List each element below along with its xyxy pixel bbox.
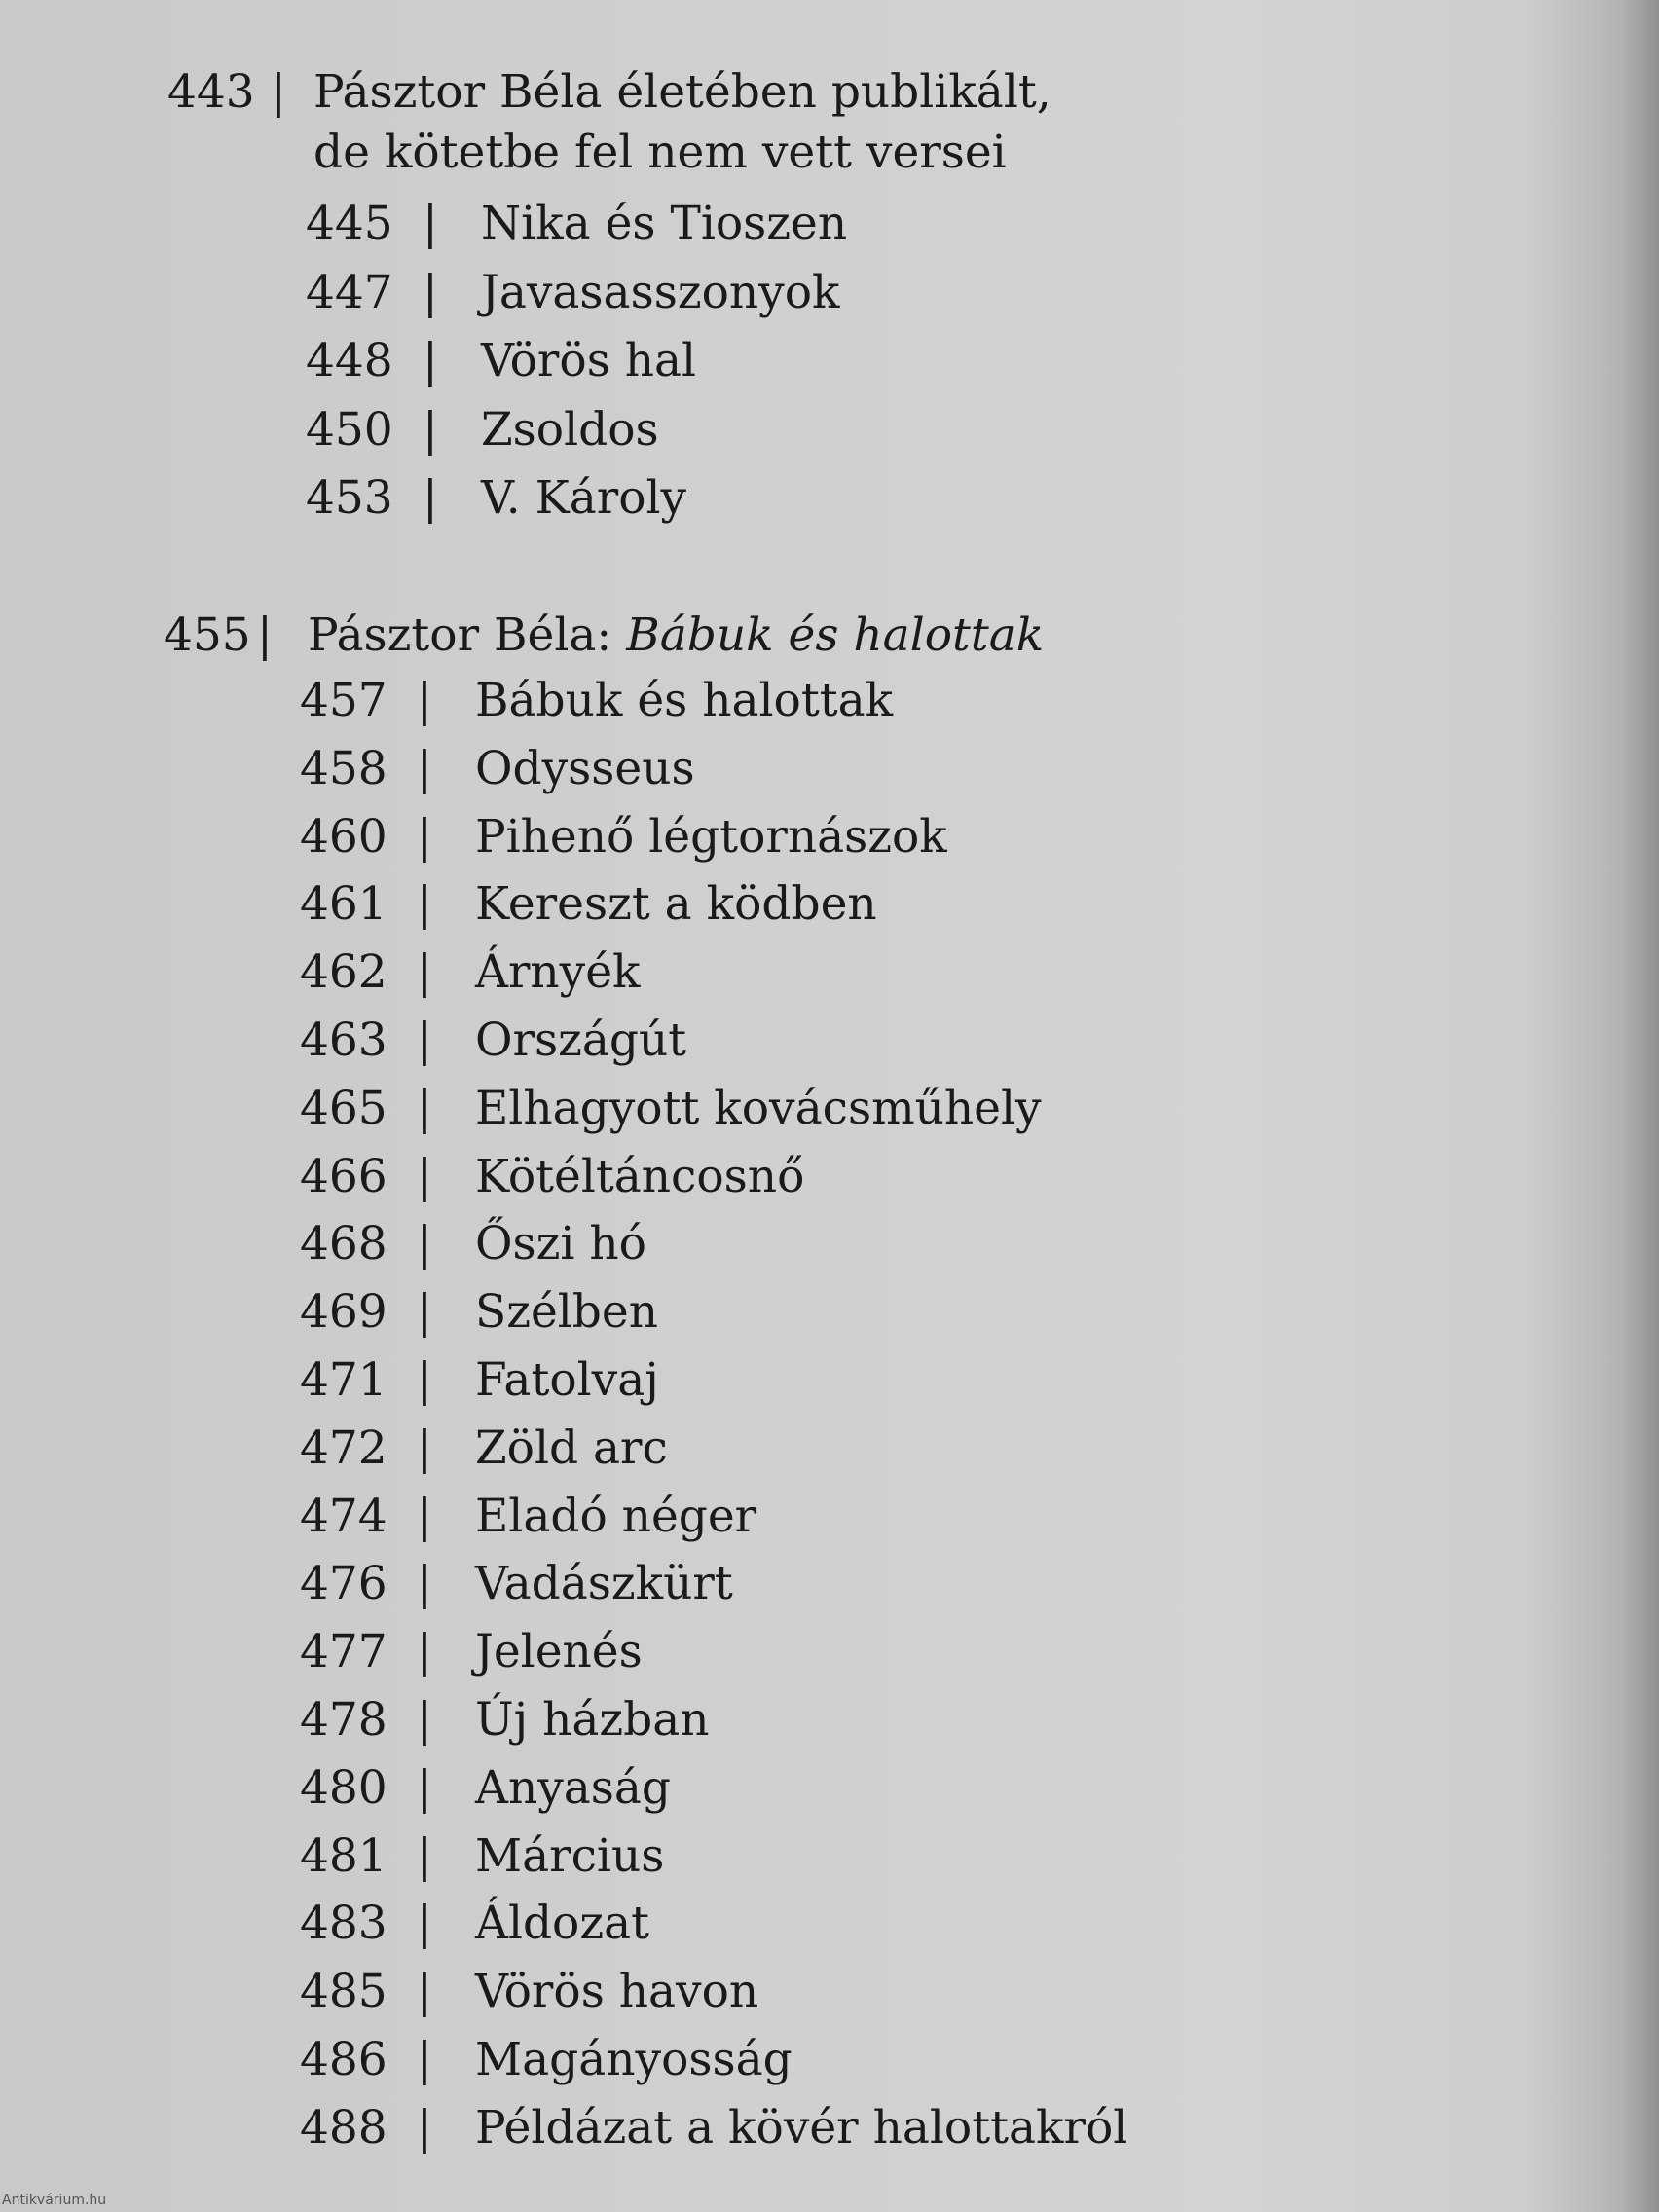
toc-entry bbox=[300, 1283, 1273, 1342]
entry-title: Bábuk és halottak bbox=[475, 674, 894, 727]
section-page-number: 455 bbox=[164, 608, 251, 662]
entry-title: Vadászkürt bbox=[475, 1557, 733, 1611]
toc-entry bbox=[300, 808, 1273, 866]
toc-entry bbox=[300, 1691, 1273, 1750]
entry-title: Áldozat bbox=[475, 1897, 650, 1951]
section-title-prefix: Pásztor Béla: bbox=[308, 608, 627, 662]
entry-page-number: 476 bbox=[300, 1557, 387, 1611]
entry-separator: | bbox=[417, 1149, 432, 1203]
entry-separator: | bbox=[417, 1625, 432, 1679]
entry-page-number: 474 bbox=[300, 1489, 387, 1543]
entry-title: Őszi hó bbox=[475, 1217, 646, 1272]
toc-entry bbox=[300, 875, 1273, 934]
entry-separator: | bbox=[423, 197, 438, 250]
entry-separator: | bbox=[417, 1897, 432, 1951]
toc-entry bbox=[300, 672, 1273, 730]
entry-title: Zöld arc bbox=[475, 1420, 668, 1475]
toc-entry bbox=[300, 1555, 1273, 1613]
entry-page-number: 445 bbox=[306, 197, 393, 250]
toc-entry bbox=[306, 469, 1279, 528]
entry-title: Elhagyott kovácsműhely bbox=[475, 1081, 1042, 1135]
entry-page-number: 468 bbox=[300, 1217, 387, 1272]
entry-separator: | bbox=[417, 1557, 432, 1611]
entry-separator: | bbox=[417, 1285, 432, 1340]
entry-title: Javasasszonyok bbox=[481, 265, 840, 319]
entry-page-number: 471 bbox=[300, 1353, 387, 1407]
entry-separator: | bbox=[417, 1828, 432, 1883]
entry-separator: | bbox=[417, 2100, 432, 2155]
entry-title: Kereszt a ködben bbox=[475, 877, 877, 932]
entry-page-number: 481 bbox=[300, 1828, 387, 1883]
entry-page-number: 485 bbox=[300, 1965, 387, 2019]
entry-separator: | bbox=[417, 1081, 432, 1135]
entry-page-number: 447 bbox=[306, 265, 393, 319]
toc-entry bbox=[300, 1623, 1273, 1681]
entry-separator: | bbox=[423, 265, 438, 319]
toc-entry bbox=[300, 1419, 1273, 1478]
section-title-line-1: Pásztor Béla életében publikált, bbox=[313, 65, 1051, 119]
toc-entry bbox=[300, 2031, 1273, 2089]
entry-separator: | bbox=[423, 334, 438, 387]
entry-page-number: 463 bbox=[300, 1014, 387, 1067]
entry-title: Zsoldos bbox=[481, 402, 659, 457]
entry-separator: | bbox=[417, 945, 432, 1000]
section-heading-2 bbox=[164, 604, 1137, 672]
toc-entry bbox=[306, 401, 1279, 460]
section-title-italic: Bábuk és halottak bbox=[626, 608, 1045, 662]
entry-separator: | bbox=[417, 674, 432, 727]
section-page-number: 443 bbox=[167, 65, 255, 119]
entry-page-number: 457 bbox=[300, 674, 387, 727]
entry-title: Kötéltáncosnő bbox=[475, 1149, 805, 1203]
entry-page-number: 458 bbox=[300, 741, 387, 795]
entry-page-number: 461 bbox=[300, 877, 387, 932]
entry-separator: | bbox=[417, 809, 432, 864]
entry-title: Nika és Tioszen bbox=[481, 197, 848, 250]
toc-entry bbox=[300, 1012, 1273, 1070]
toc-entry bbox=[300, 740, 1273, 798]
entry-separator: | bbox=[417, 1014, 432, 1067]
entry-title: Példázat a kövér halottakról bbox=[475, 2100, 1128, 2155]
entry-page-number: 483 bbox=[300, 1897, 387, 1951]
entry-separator: | bbox=[417, 1965, 432, 2019]
entry-page-number: 460 bbox=[300, 809, 387, 864]
entry-page-number: 450 bbox=[306, 402, 393, 457]
entry-title: Pihenő légtornászok bbox=[475, 809, 947, 864]
toc-entry bbox=[300, 1895, 1273, 1953]
entry-title: Fatolvaj bbox=[475, 1353, 659, 1407]
entry-separator: | bbox=[417, 1353, 432, 1407]
toc-entry bbox=[300, 1488, 1273, 1546]
section-separator: | bbox=[257, 608, 273, 662]
toc-entry bbox=[306, 195, 1279, 253]
toc-entry bbox=[300, 1148, 1273, 1206]
entry-title: Magányosság bbox=[475, 2033, 793, 2086]
toc-entry bbox=[306, 332, 1279, 390]
entry-title: Vörös havon bbox=[475, 1965, 759, 2019]
entry-title: Országút bbox=[475, 1014, 687, 1067]
entry-page-number: 448 bbox=[306, 334, 393, 387]
watermark: Antikvárium.hu bbox=[2, 2193, 107, 2208]
entry-title: Jelenés bbox=[475, 1625, 643, 1679]
entry-page-number: 477 bbox=[300, 1625, 387, 1679]
entry-title: Március bbox=[475, 1828, 665, 1883]
entry-page-number: 486 bbox=[300, 2033, 387, 2086]
toc-entry bbox=[300, 1080, 1273, 1138]
entry-title: Árnyék bbox=[475, 945, 641, 1000]
entry-title: Odysseus bbox=[475, 741, 695, 795]
entry-title: Szélben bbox=[475, 1285, 658, 1340]
entry-page-number: 488 bbox=[300, 2100, 387, 2155]
section-title bbox=[308, 604, 1044, 668]
entry-title: Vörös hal bbox=[481, 334, 697, 387]
toc-entry bbox=[300, 1215, 1273, 1273]
entry-separator: | bbox=[417, 1217, 432, 1272]
entry-separator: | bbox=[417, 877, 432, 932]
toc-entry bbox=[300, 1351, 1273, 1410]
section-title-line-2: de kötetbe fel nem vett versei bbox=[313, 126, 1007, 179]
toc-entry bbox=[300, 1827, 1273, 1886]
entry-separator: | bbox=[417, 1489, 432, 1543]
toc-entry bbox=[300, 1759, 1273, 1818]
toc-entry bbox=[300, 1963, 1273, 2021]
entry-separator: | bbox=[417, 1420, 432, 1475]
entry-page-number: 480 bbox=[300, 1760, 387, 1815]
entry-separator: | bbox=[423, 471, 438, 525]
entry-page-number: 472 bbox=[300, 1420, 387, 1475]
entry-page-number: 462 bbox=[300, 945, 387, 1000]
entry-title: Eladó néger bbox=[475, 1489, 757, 1543]
entry-page-number: 469 bbox=[300, 1285, 387, 1340]
page-gutter-shadow bbox=[1620, 0, 1659, 2212]
section-separator: | bbox=[271, 65, 286, 119]
entry-page-number: 453 bbox=[306, 471, 393, 525]
entry-title: Új házban bbox=[475, 1693, 710, 1747]
entry-separator: | bbox=[417, 1693, 432, 1747]
entry-separator: | bbox=[423, 402, 438, 457]
toc-entry bbox=[300, 2099, 1273, 2157]
entry-page-number: 465 bbox=[300, 1081, 387, 1135]
entry-page-number: 466 bbox=[300, 1149, 387, 1203]
toc-entry bbox=[306, 264, 1279, 322]
entry-separator: | bbox=[417, 2033, 432, 2086]
entry-title: Anyaság bbox=[475, 1760, 672, 1815]
entry-separator: | bbox=[417, 1760, 432, 1815]
entry-page-number: 478 bbox=[300, 1693, 387, 1747]
toc-entry bbox=[300, 943, 1273, 1002]
section-heading-1 bbox=[167, 60, 1141, 197]
entry-separator: | bbox=[417, 741, 432, 795]
entry-title: V. Károly bbox=[481, 471, 687, 525]
